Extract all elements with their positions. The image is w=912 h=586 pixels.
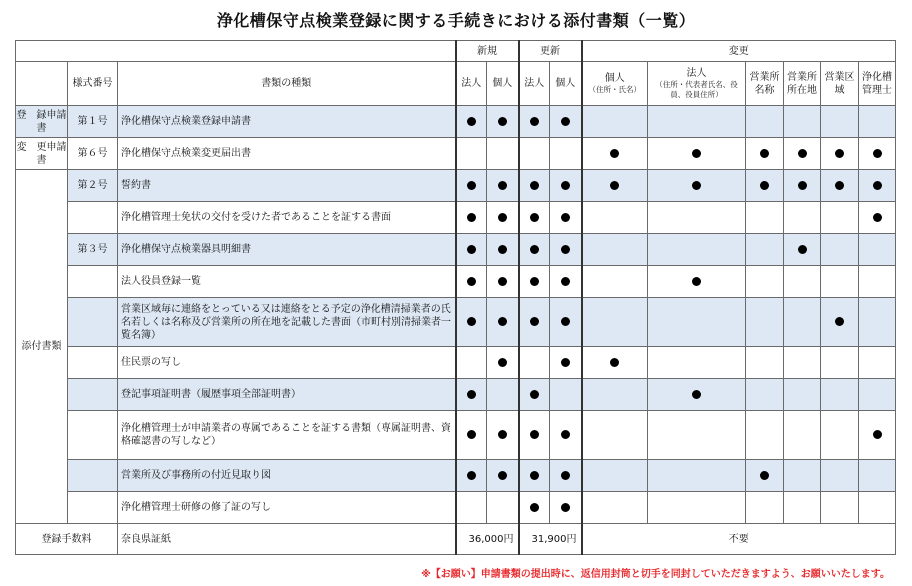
table-row <box>16 202 896 234</box>
mark-cell <box>746 202 784 234</box>
renew-corp-header: 法人 <box>519 62 550 106</box>
mark-cell <box>582 202 648 234</box>
required-dot-icon <box>530 317 539 326</box>
request-note: ※【お願い】申請書類の提出時に、返信用封筒と切手を同封していただきますよう、お願いいたします。 <box>421 569 890 580</box>
required-dot-icon <box>530 117 539 126</box>
renew-indiv-header: 個人 <box>550 62 582 106</box>
mark-cell <box>648 379 746 411</box>
change-corp-header <box>648 62 746 106</box>
mark-cell <box>648 492 746 524</box>
mark-cell <box>648 202 746 234</box>
section-label: 変 更申請書 <box>16 138 68 170</box>
mark-cell <box>582 106 648 138</box>
doc-name-cell: 浄化槽管理士免状の交付を受けた者であることを証する書面 <box>118 202 456 234</box>
mark-cell <box>519 411 550 460</box>
mark-cell <box>859 138 896 170</box>
mark-cell <box>784 266 821 298</box>
required-dot-icon <box>760 149 769 158</box>
mark-cell <box>821 347 859 379</box>
office-loc-header: 営業所所在地 <box>784 62 821 106</box>
mark-cell <box>519 202 550 234</box>
doc-name-cell: 浄化槽管理士研修の修了証の写し <box>118 492 456 524</box>
mark-cell <box>550 266 582 298</box>
required-dot-icon <box>530 503 539 512</box>
mark-cell <box>859 298 896 347</box>
mark-cell <box>456 460 487 492</box>
change-corp-sub: （住所・代表者氏名、役員、役員住所） <box>655 80 738 99</box>
table-row <box>16 411 896 460</box>
mark-cell <box>582 460 648 492</box>
required-dot-icon <box>498 181 507 190</box>
form-number-cell <box>68 460 118 492</box>
mark-cell <box>456 202 487 234</box>
required-dot-icon <box>467 317 476 326</box>
table-row <box>16 234 896 266</box>
form-number-cell: 第６号 <box>68 138 118 170</box>
mark-cell <box>648 298 746 347</box>
mark-cell <box>859 347 896 379</box>
mark-cell <box>550 347 582 379</box>
fee-label: 登録手数料 <box>16 524 118 555</box>
doc-name-cell: 登記事項証明書（履歴事項全部証明書） <box>118 379 456 411</box>
mark-cell <box>487 138 519 170</box>
mark-cell <box>582 170 648 202</box>
required-dot-icon <box>692 149 701 158</box>
mark-cell <box>487 298 519 347</box>
required-dot-icon <box>835 317 844 326</box>
required-dot-icon <box>760 471 769 480</box>
doc-name-cell: 浄化槽保守点検業器具明細書 <box>118 234 456 266</box>
mark-cell <box>456 411 487 460</box>
mark-cell <box>746 138 784 170</box>
change-indiv-label: 個人 <box>604 73 625 84</box>
required-dot-icon <box>561 503 570 512</box>
form-number-cell <box>68 298 118 347</box>
mark-cell <box>487 234 519 266</box>
mark-cell <box>746 460 784 492</box>
mark-cell <box>648 460 746 492</box>
mark-cell <box>519 460 550 492</box>
mark-cell <box>487 492 519 524</box>
page-title: 浄化槽保守点検業登録に関する手続きにおける添付書類（一覧） <box>216 11 696 30</box>
mark-cell <box>550 460 582 492</box>
required-dot-icon <box>561 430 570 439</box>
mark-cell <box>821 379 859 411</box>
new-fee: 36,000円 <box>456 524 519 555</box>
required-dot-icon <box>530 430 539 439</box>
table-row <box>16 170 896 202</box>
form-number-cell: 第２号 <box>68 170 118 202</box>
mark-cell <box>859 170 896 202</box>
mark-cell <box>784 492 821 524</box>
documents-table <box>15 40 896 555</box>
mark-cell <box>821 202 859 234</box>
required-dot-icon <box>835 149 844 158</box>
mark-cell <box>550 298 582 347</box>
required-dot-icon <box>498 277 507 286</box>
required-dot-icon <box>873 181 882 190</box>
required-dot-icon <box>873 213 882 222</box>
office-name-header: 営業所名称 <box>746 62 784 106</box>
mark-cell <box>456 234 487 266</box>
required-dot-icon <box>498 358 507 367</box>
mark-cell <box>550 411 582 460</box>
required-dot-icon <box>610 358 619 367</box>
mark-cell <box>859 106 896 138</box>
required-dot-icon <box>530 245 539 254</box>
section-label: 添付書類 <box>16 170 68 524</box>
doc-name-cell: 浄化槽管理士が申請業者の専属であることを証する書類（専属証明書、資格確認書の写しなど） <box>118 411 456 460</box>
doc-name-cell: 営業所及び事務所の付近見取り図 <box>118 460 456 492</box>
required-dot-icon <box>692 277 701 286</box>
mark-cell <box>487 460 519 492</box>
mark-cell <box>456 492 487 524</box>
required-dot-icon <box>498 317 507 326</box>
new-corp-header: 法人 <box>456 62 487 106</box>
change-fee: 不要 <box>582 524 896 555</box>
doc-type-header: 書類の種類 <box>118 62 456 106</box>
mark-cell <box>821 460 859 492</box>
mark-cell <box>784 138 821 170</box>
mark-cell <box>456 266 487 298</box>
mark-cell <box>746 266 784 298</box>
mark-cell <box>582 347 648 379</box>
mark-cell <box>648 138 746 170</box>
mark-cell <box>746 170 784 202</box>
table-row <box>16 347 896 379</box>
required-dot-icon <box>798 149 807 158</box>
required-dot-icon <box>692 390 701 399</box>
required-dot-icon <box>467 245 476 254</box>
required-dot-icon <box>798 181 807 190</box>
mark-cell <box>519 234 550 266</box>
mark-cell <box>582 492 648 524</box>
mark-cell <box>582 379 648 411</box>
required-dot-icon <box>467 213 476 222</box>
manager-header: 浄化槽管理士 <box>859 62 896 106</box>
mark-cell <box>784 106 821 138</box>
mark-cell <box>746 106 784 138</box>
mark-cell <box>859 492 896 524</box>
change-corp-label: 法人 <box>686 68 707 79</box>
form-number-cell: 第１号 <box>68 106 118 138</box>
mark-cell <box>456 347 487 379</box>
required-dot-icon <box>467 181 476 190</box>
mark-cell <box>784 379 821 411</box>
required-dot-icon <box>561 245 570 254</box>
doc-name-cell: 浄化槽保守点検業変更届出書 <box>118 138 456 170</box>
mark-cell <box>784 347 821 379</box>
required-dot-icon <box>498 471 507 480</box>
mark-cell <box>582 138 648 170</box>
change-indiv-header <box>582 62 648 106</box>
required-dot-icon <box>798 245 807 254</box>
mark-cell <box>519 138 550 170</box>
table-row <box>16 379 896 411</box>
mark-cell <box>519 347 550 379</box>
required-dot-icon <box>692 181 701 190</box>
mark-cell <box>456 298 487 347</box>
mark-cell <box>456 138 487 170</box>
section-label: 登 録申請書 <box>16 106 68 138</box>
required-dot-icon <box>873 149 882 158</box>
mark-cell <box>519 298 550 347</box>
mark-cell <box>821 234 859 266</box>
mark-cell <box>784 170 821 202</box>
mark-cell <box>550 138 582 170</box>
mark-cell <box>487 411 519 460</box>
required-dot-icon <box>561 471 570 480</box>
required-dot-icon <box>498 245 507 254</box>
fee-row <box>16 524 896 555</box>
mark-cell <box>550 234 582 266</box>
mark-cell <box>821 138 859 170</box>
mark-cell <box>550 106 582 138</box>
mark-cell <box>648 170 746 202</box>
mark-cell <box>519 266 550 298</box>
mark-cell <box>859 202 896 234</box>
required-dot-icon <box>530 213 539 222</box>
change-header: 変更 <box>582 41 896 62</box>
table-row <box>16 266 896 298</box>
mark-cell <box>487 202 519 234</box>
mark-cell <box>519 106 550 138</box>
mark-cell <box>550 379 582 411</box>
required-dot-icon <box>873 430 882 439</box>
table-row <box>16 492 896 524</box>
mark-cell <box>784 234 821 266</box>
mark-cell <box>821 266 859 298</box>
doc-name-cell: 誓約書 <box>118 170 456 202</box>
mark-cell <box>648 266 746 298</box>
required-dot-icon <box>467 117 476 126</box>
required-dot-icon <box>561 277 570 286</box>
mark-cell <box>582 298 648 347</box>
doc-name-cell: 住民票の写し <box>118 347 456 379</box>
doc-name-cell: 浄化槽保守点検業登録申請書 <box>118 106 456 138</box>
renew-fee: 31,900円 <box>519 524 582 555</box>
new-indiv-header: 個人 <box>487 62 519 106</box>
mark-cell <box>821 411 859 460</box>
mark-cell <box>859 234 896 266</box>
area-header: 営業区域 <box>821 62 859 106</box>
mark-cell <box>456 170 487 202</box>
form-number-cell: 第３号 <box>68 234 118 266</box>
mark-cell <box>582 234 648 266</box>
mark-cell <box>746 411 784 460</box>
form-number-cell <box>68 266 118 298</box>
mark-cell <box>821 492 859 524</box>
mark-cell <box>550 492 582 524</box>
mark-cell <box>487 266 519 298</box>
mark-cell <box>821 170 859 202</box>
mark-cell <box>859 379 896 411</box>
mark-cell <box>550 202 582 234</box>
mark-cell <box>746 492 784 524</box>
mark-cell <box>487 347 519 379</box>
doc-name-cell: 営業区域毎に連絡をとっている又は連絡をとる予定の浄化槽清掃業者の氏名若しくは名称及び営業所の所在地を記載した書面（市町村別清掃業者一覧名簿） <box>118 298 456 347</box>
required-dot-icon <box>561 117 570 126</box>
mark-cell <box>487 170 519 202</box>
required-dot-icon <box>467 471 476 480</box>
mark-cell <box>648 106 746 138</box>
mark-cell <box>859 266 896 298</box>
mark-cell <box>746 298 784 347</box>
mark-cell <box>519 492 550 524</box>
mark-cell <box>821 298 859 347</box>
required-dot-icon <box>530 471 539 480</box>
required-dot-icon <box>561 358 570 367</box>
mark-cell <box>487 379 519 411</box>
required-dot-icon <box>498 430 507 439</box>
mark-cell <box>784 460 821 492</box>
doc-name-cell: 法人役員登録一覧 <box>118 266 456 298</box>
mark-cell <box>859 411 896 460</box>
required-dot-icon <box>467 430 476 439</box>
mark-cell <box>784 202 821 234</box>
required-dot-icon <box>530 390 539 399</box>
table-row <box>16 460 896 492</box>
mark-cell <box>519 379 550 411</box>
required-dot-icon <box>835 181 844 190</box>
required-dot-icon <box>561 181 570 190</box>
mark-cell <box>550 170 582 202</box>
new-header: 新規 <box>456 41 519 62</box>
required-dot-icon <box>498 213 507 222</box>
form-number-cell <box>68 202 118 234</box>
table-row <box>16 138 896 170</box>
table-row <box>16 106 896 138</box>
mark-cell <box>746 347 784 379</box>
mark-cell <box>582 266 648 298</box>
form-number-cell <box>68 411 118 460</box>
change-indiv-sub: （住所・氏名） <box>588 85 641 94</box>
fee-doc: 奈良県証紙 <box>118 524 456 555</box>
mark-cell <box>456 379 487 411</box>
mark-cell <box>821 106 859 138</box>
mark-cell <box>648 234 746 266</box>
mark-cell <box>582 411 648 460</box>
mark-cell <box>519 170 550 202</box>
renew-header: 更新 <box>519 41 582 62</box>
required-dot-icon <box>610 149 619 158</box>
table-row <box>16 298 896 347</box>
required-dot-icon <box>610 181 619 190</box>
form-number-cell <box>68 492 118 524</box>
form-number-header: 様式番号 <box>68 62 118 106</box>
required-dot-icon <box>530 181 539 190</box>
mark-cell <box>648 347 746 379</box>
required-dot-icon <box>467 390 476 399</box>
required-dot-icon <box>498 117 507 126</box>
mark-cell <box>487 106 519 138</box>
required-dot-icon <box>561 213 570 222</box>
mark-cell <box>859 460 896 492</box>
required-dot-icon <box>760 181 769 190</box>
mark-cell <box>648 411 746 460</box>
required-dot-icon <box>561 317 570 326</box>
mark-cell <box>784 298 821 347</box>
required-dot-icon <box>467 277 476 286</box>
mark-cell <box>746 379 784 411</box>
form-number-cell <box>68 347 118 379</box>
mark-cell <box>784 411 821 460</box>
mark-cell <box>456 106 487 138</box>
mark-cell <box>746 234 784 266</box>
form-number-cell <box>68 379 118 411</box>
required-dot-icon <box>530 277 539 286</box>
